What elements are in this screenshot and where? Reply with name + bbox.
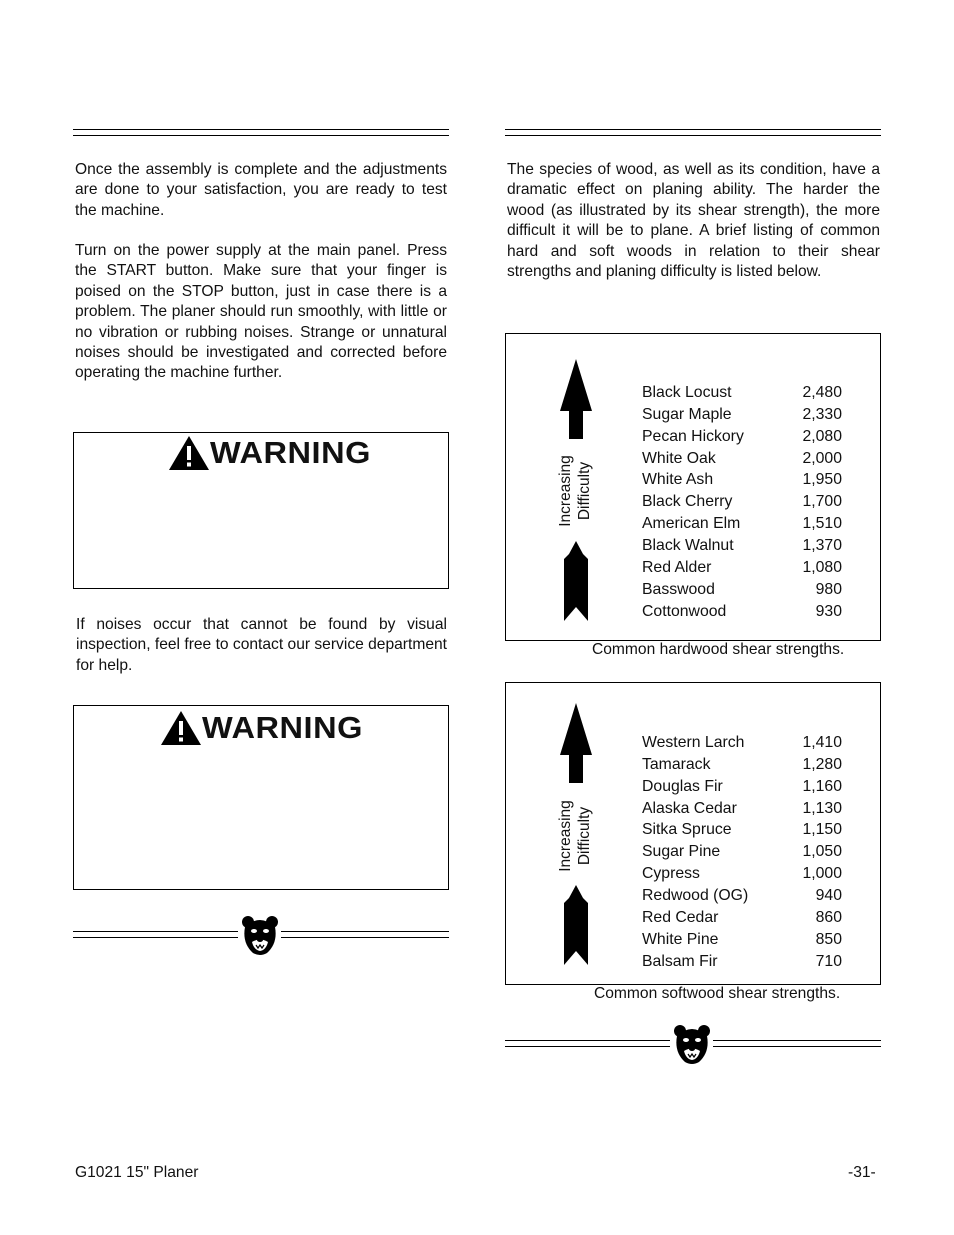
wood-row [642, 887, 882, 909]
shear-strength-value: 930 [815, 602, 842, 620]
wood-species-name: Cottonwood [642, 602, 727, 620]
shear-strength-value: 1,410 [802, 734, 842, 751]
softwood-caption: Common softwood shear strengths. [594, 985, 841, 1002]
divider-rule-right [281, 931, 449, 938]
warning-title-2: WARNING [202, 710, 363, 745]
warning-header-1 [168, 435, 371, 471]
wood-row [642, 559, 882, 581]
wood-species-name: Red Cedar [642, 908, 719, 926]
wood-row [642, 778, 882, 800]
footer-page-number: -31- [848, 1164, 876, 1181]
shear-strength-value: 1,050 [802, 843, 842, 861]
wood-species-name: Pecan Hickory [642, 427, 744, 445]
shear-strength-value: 1,160 [802, 777, 842, 795]
wood-row [642, 581, 882, 603]
hardwood-difficulty-label [556, 441, 596, 541]
wood-species-name: White Oak [642, 449, 716, 467]
footer-model-title: G1021 15" Planer [75, 1164, 199, 1181]
hardwood-list [642, 384, 882, 634]
test-run-paragraph-1: Once the assembly is complete and the adjustments are done to your satisfaction, you are ready to test the machine. [75, 161, 447, 219]
shear-strength-value: 1,950 [802, 471, 842, 489]
hardwood-table [505, 333, 881, 641]
wood-row [642, 515, 882, 537]
wood-types-intro: The species of wood, as well as its condition, have a dramatic effect on planing ability. The harder the wood (as illustrated by its shear strength), the more difficult it will be to plane. A brief listing of common hard and soft woods in relation to their shear strengths and planing difficulty is listed below. [507, 161, 880, 281]
wood-species-name: American Elm [642, 515, 741, 533]
wood-row [642, 450, 882, 472]
wood-species-name: Sugar Pine [642, 843, 721, 861]
softwood-difficulty-label [556, 786, 596, 886]
wood-row [642, 537, 882, 559]
softwood-list [642, 734, 882, 984]
shear-strength-value: 860 [815, 908, 842, 926]
divider-rule-left [73, 931, 238, 938]
shear-strength-value: 2,330 [802, 405, 842, 423]
shear-strength-value: 850 [815, 930, 842, 948]
wood-row [642, 493, 882, 515]
wood-species-name: Black Walnut [642, 536, 734, 554]
wood-species-name: Sugar Maple [642, 405, 732, 423]
wood-species-name: Cypress [642, 865, 700, 883]
bear-head-logo-icon [673, 1024, 711, 1066]
wood-species-name: Tamarack [642, 755, 711, 773]
shear-strength-value: 1,150 [802, 821, 842, 839]
shear-strength-value: 940 [815, 886, 842, 904]
right-section-end-divider [505, 1024, 881, 1066]
shear-strength-value: 1,280 [802, 755, 842, 773]
shear-strength-value: 2,080 [802, 427, 842, 445]
wood-row [642, 756, 882, 778]
wood-species-name: Red Alder [642, 558, 712, 576]
hardwood-caption: Common hardwood shear strengths. [592, 641, 845, 658]
warning-box-1 [73, 432, 449, 589]
wood-row [642, 909, 882, 931]
shear-strength-value: 2,000 [802, 449, 842, 467]
wood-row [642, 406, 882, 428]
warning-triangle-icon [160, 710, 202, 746]
wood-row [642, 471, 882, 493]
divider-rule-right [713, 1040, 881, 1047]
left-section-end-divider [73, 915, 449, 957]
shear-strength-value: 1,000 [802, 865, 842, 883]
shear-strength-value: 2,480 [802, 384, 842, 401]
wood-row [642, 953, 882, 975]
noise-paragraph: If noises occur that cannot be found by visual inspection, feel free to contact our service department for help. [76, 616, 447, 674]
wood-row [642, 931, 882, 953]
wood-species-name: Redwood (OG) [642, 886, 749, 904]
warning-title-1: WARNING [210, 435, 371, 470]
shear-strength-value: 1,370 [802, 536, 842, 554]
wood-species-name: White Ash [642, 471, 714, 489]
wood-row [642, 821, 882, 843]
wood-row [642, 734, 882, 756]
wood-species-name: Western Larch [642, 734, 745, 751]
difficulty-label-line-2: Difficulty [576, 806, 593, 866]
shear-strength-value: 980 [815, 580, 842, 598]
difficulty-label-line-2: Difficulty [576, 461, 593, 521]
right-section-header-rule [505, 129, 881, 136]
shear-strength-value: 1,080 [802, 558, 842, 576]
wood-row [642, 384, 882, 406]
wood-species-name: White Pine [642, 930, 719, 948]
bear-head-logo-icon [241, 915, 279, 957]
difficulty-label-line-1: Increasing [557, 455, 574, 527]
wood-row [642, 843, 882, 865]
shear-strength-value: 1,130 [802, 799, 842, 817]
wood-species-name: Black Locust [642, 384, 732, 401]
divider-rule-left [505, 1040, 670, 1047]
wood-row [642, 603, 882, 625]
shear-strength-value: 710 [815, 952, 842, 970]
wood-species-name: Sitka Spruce [642, 821, 732, 839]
shear-strength-value: 1,510 [802, 515, 842, 533]
wood-row [642, 800, 882, 822]
wood-species-name: Black Cherry [642, 493, 733, 511]
wood-species-name: Alaska Cedar [642, 799, 737, 817]
shear-strength-value: 1,700 [802, 493, 842, 511]
wood-row [642, 865, 882, 887]
wood-species-name: Basswood [642, 580, 715, 598]
wood-species-name: Douglas Fir [642, 777, 723, 795]
difficulty-label-line-1: Increasing [557, 800, 574, 872]
wood-row [642, 428, 882, 450]
test-run-paragraph-2: Turn on the power supply at the main panel. Press the START button. Make sure that your finger is poised on the STOP button, just in case there is a problem. The planer should run smoothly, with little or no vibration or rubbing noises. Strange or unnatural noises should be investigated and corrected before operating the machine further. [75, 242, 447, 382]
warning-triangle-icon [168, 435, 210, 471]
warning-box-2 [73, 705, 449, 890]
softwood-table [505, 682, 881, 985]
left-section-header-rule [73, 129, 449, 136]
wood-species-name: Balsam Fir [642, 952, 718, 970]
warning-header-2 [160, 710, 363, 746]
